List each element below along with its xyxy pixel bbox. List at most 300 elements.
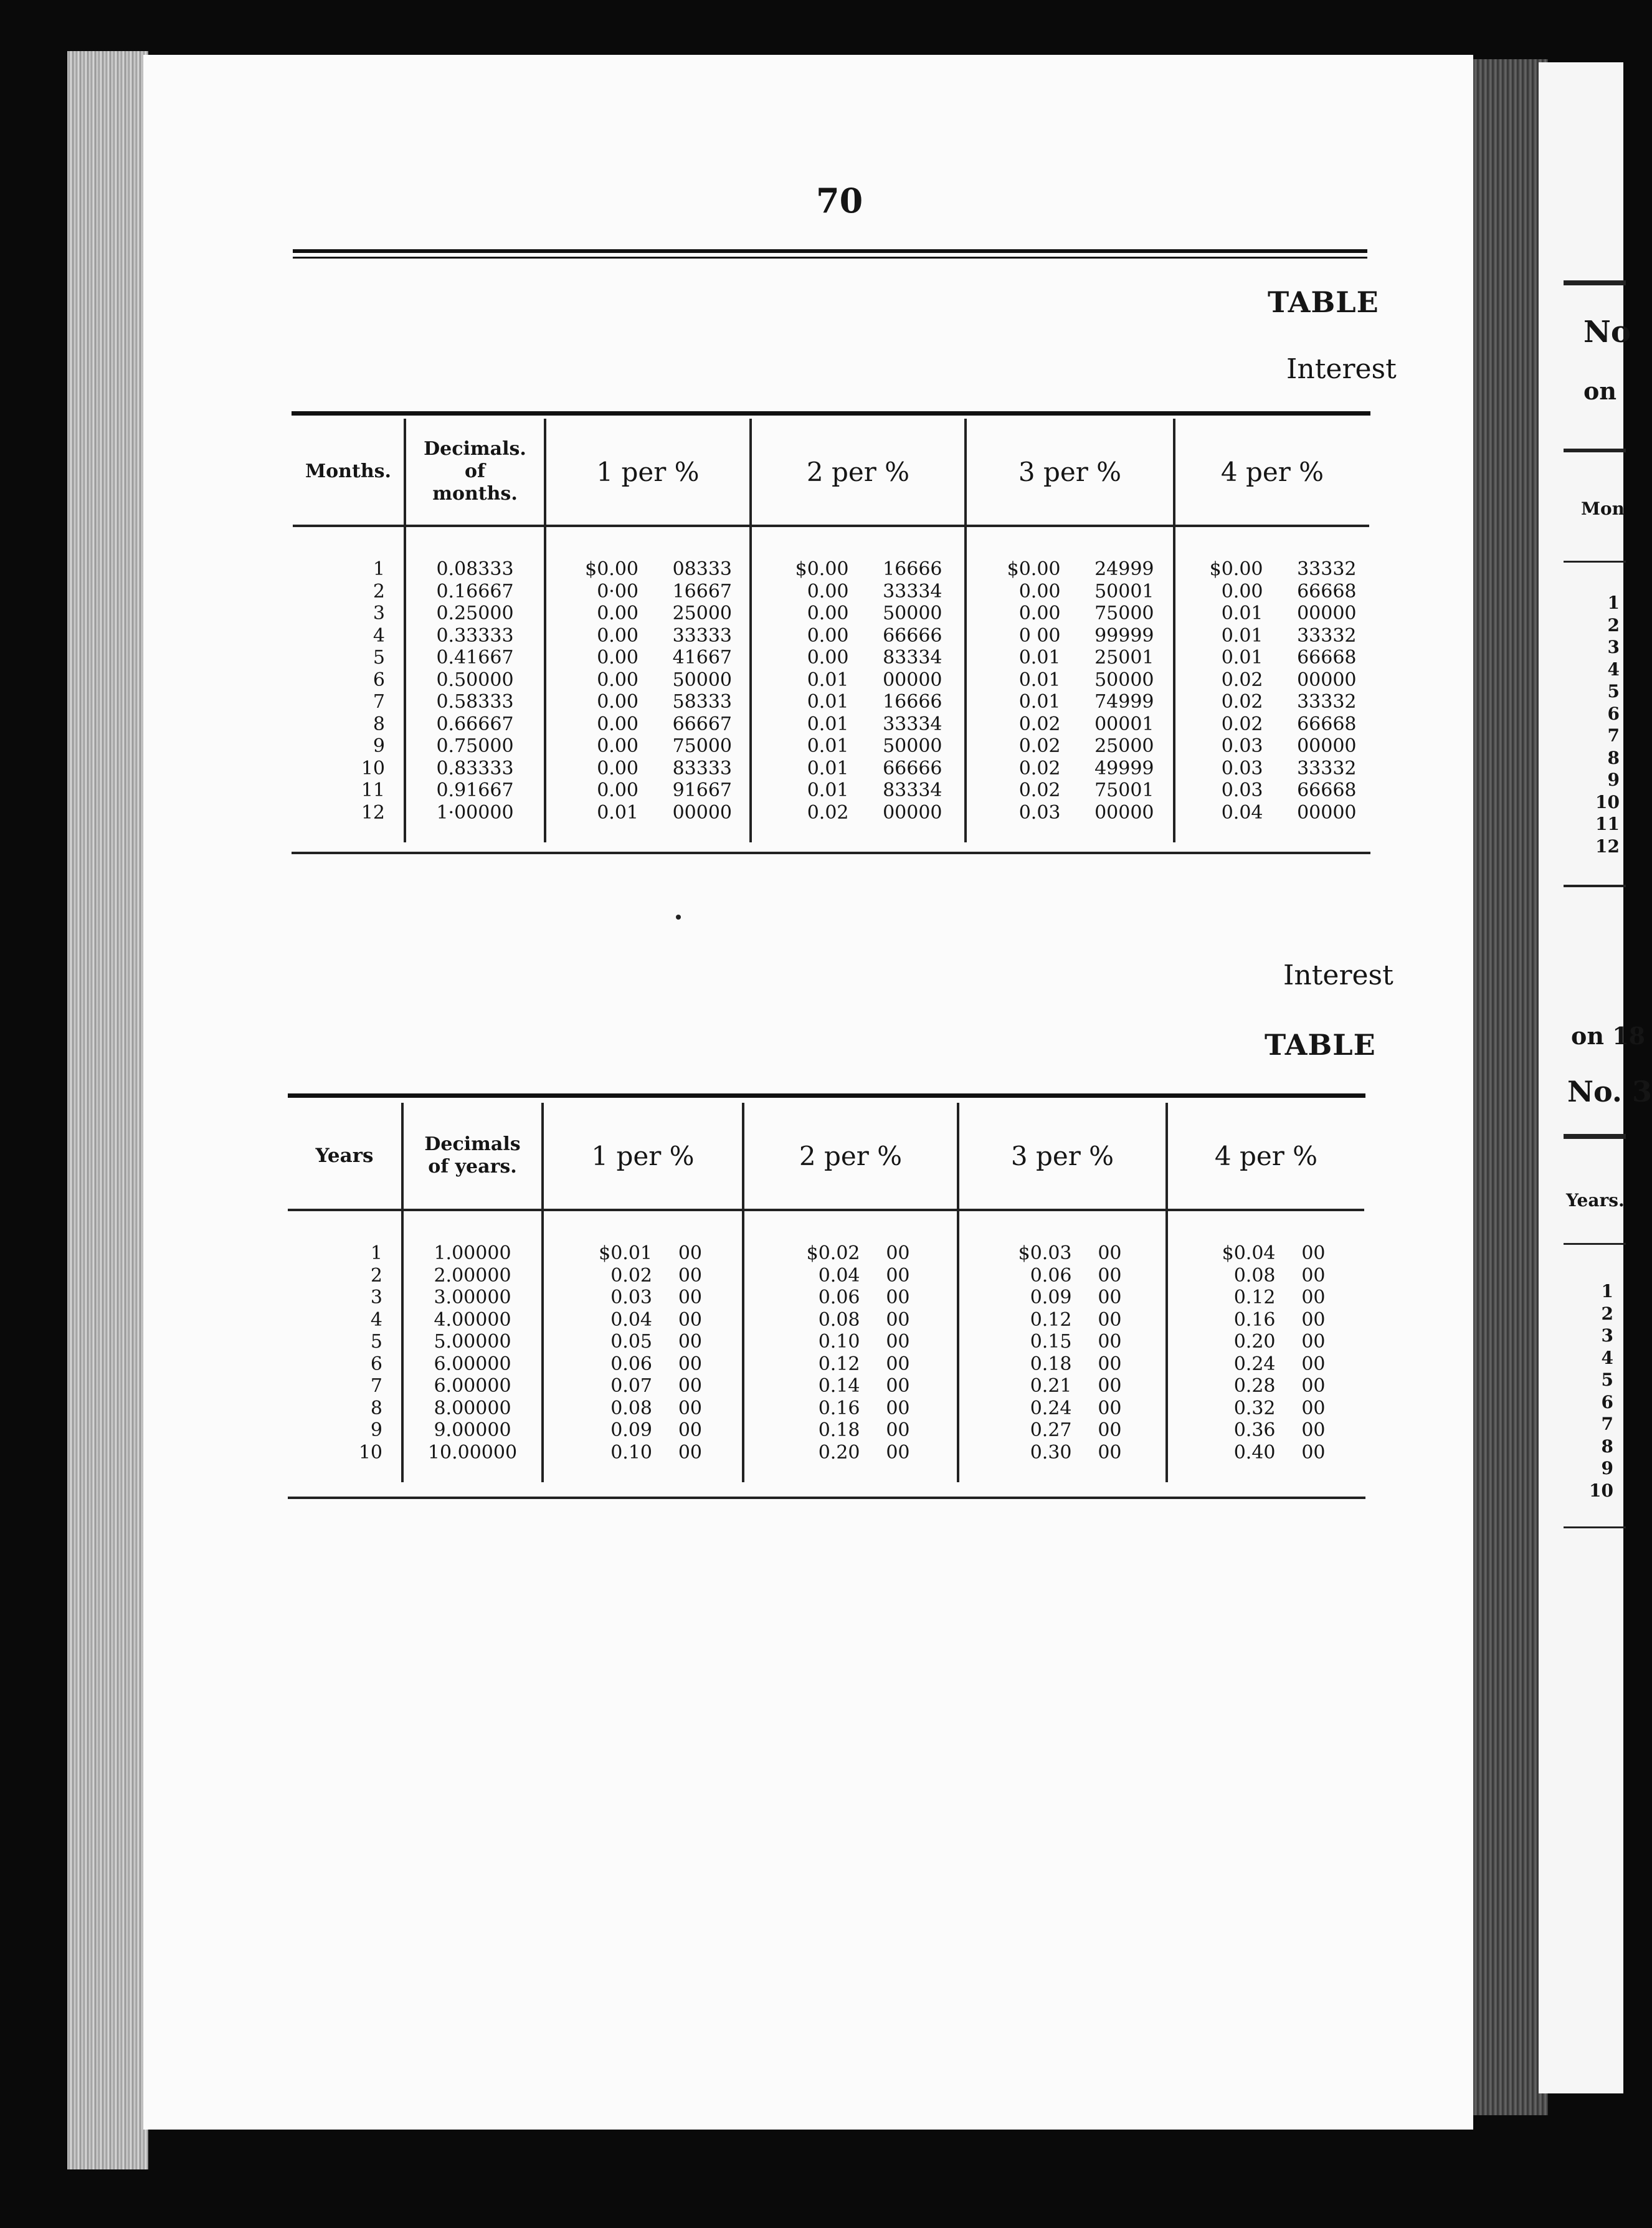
amount-cell <box>960 1353 1165 1376</box>
decimal-cell: 2.00000 <box>434 1264 511 1287</box>
amount-cell <box>544 1309 741 1331</box>
fraction-part: 83333 <box>672 757 732 779</box>
fraction-part: 83334 <box>883 647 942 669</box>
amount-cell <box>547 602 749 625</box>
facing-rule <box>1564 280 1626 285</box>
facing-top-rows <box>1595 592 1620 857</box>
fraction-part: 25001 <box>1094 647 1154 669</box>
facing-row-number: 10 <box>1595 791 1620 812</box>
dollar-part: 0.00 <box>1018 580 1061 602</box>
decimal-cell: 1.00000 <box>434 1242 511 1264</box>
dollar-part: $0.01 <box>599 1242 652 1264</box>
fraction-part: 75001 <box>1094 779 1154 801</box>
dollar-part: 0.04 <box>818 1264 860 1287</box>
decimals-column <box>402 1210 543 1482</box>
dollar-part: 0.01 <box>807 735 849 757</box>
fraction-part: 00 <box>678 1331 702 1353</box>
amount-cell <box>967 625 1172 647</box>
rate-3-column <box>966 526 1174 842</box>
fraction-part: 58333 <box>672 691 732 713</box>
top-rule <box>293 249 1367 253</box>
facing-top-col: Mon <box>1581 498 1625 519</box>
dollar-part: 0.24 <box>1233 1353 1276 1375</box>
amount-cell <box>1176 669 1369 692</box>
dollar-part: 0.01 <box>1221 624 1263 647</box>
fraction-part: 50000 <box>1094 669 1154 691</box>
decimal-cell: 0.16667 <box>436 580 514 602</box>
dollar-part: 0.00 <box>807 602 849 624</box>
facing-row-number: 8 <box>1601 1435 1613 1457</box>
fraction-part: 00 <box>886 1419 910 1441</box>
row-index-cell: 1 <box>370 1242 382 1264</box>
dollar-part: 0.00 <box>597 735 638 757</box>
amount-cell <box>745 1442 956 1464</box>
row-index-cell: 7 <box>370 1375 382 1397</box>
rate-1-column <box>543 1210 743 1482</box>
dollar-part: 0 00 <box>1018 624 1061 647</box>
facing-row-number: 5 <box>1607 681 1620 702</box>
col-header-3-percent: 3 per % <box>966 419 1174 526</box>
dollar-part: 0.02 <box>1018 757 1061 779</box>
dollar-part: $0.03 <box>1018 1242 1072 1264</box>
dollar-part: 0.01 <box>1221 647 1263 669</box>
dollar-part: 0.01 <box>807 669 849 691</box>
row-index-cell: 12 <box>361 801 385 824</box>
amount-cell <box>1176 581 1369 603</box>
fraction-part: 49999 <box>1094 757 1154 779</box>
col-header-1-percent: 1 per % <box>545 419 751 526</box>
dollar-part: 0.10 <box>610 1441 652 1464</box>
fraction-part: 00 <box>1098 1242 1122 1264</box>
dollar-part: 0.03 <box>610 1287 652 1308</box>
fraction-part: 66666 <box>883 757 942 779</box>
row-index-cell: 2 <box>370 1264 382 1287</box>
fraction-part: 00000 <box>1094 801 1154 824</box>
fraction-part: 00000 <box>1297 801 1357 824</box>
dollar-part: 0.16 <box>818 1397 860 1419</box>
facing-row-number: 7 <box>1607 725 1620 746</box>
amount-cell <box>967 647 1172 669</box>
fraction-part: 33333 <box>672 624 732 647</box>
amount-cell <box>544 1419 741 1442</box>
dollar-part: 0.00 <box>1221 580 1263 602</box>
dollar-part: 0.00 <box>807 624 849 647</box>
dollar-part: 0.07 <box>610 1375 652 1397</box>
dollar-part: 0.01 <box>1018 691 1061 713</box>
amount-cell <box>1176 647 1369 669</box>
row-index-cell: 3 <box>370 1287 382 1308</box>
fraction-part: 33334 <box>883 580 942 602</box>
facing-page <box>1539 62 1652 2093</box>
dollar-part: 0.02 <box>1221 669 1263 691</box>
decimal-cell: 0.41667 <box>436 647 514 669</box>
book-binding <box>67 51 148 2169</box>
dollar-part: 0.00 <box>597 779 638 801</box>
rate-2-column <box>751 526 966 842</box>
dollar-part: 0.18 <box>818 1419 860 1441</box>
fraction-part: 50000 <box>883 602 942 624</box>
page-number: 70 <box>816 181 863 221</box>
decimal-cell: 0.75000 <box>436 735 514 757</box>
dollar-part: 0.03 <box>1018 801 1061 824</box>
facing-row-number: 9 <box>1601 1458 1613 1478</box>
amount-cell <box>752 669 964 692</box>
facing-row-number: 4 <box>1607 659 1620 680</box>
dollar-part: 0.08 <box>610 1397 652 1419</box>
facing-top-sub: on <box>1583 377 1616 405</box>
dollar-part: 0.06 <box>610 1353 652 1375</box>
dollar-part: 0.04 <box>1221 801 1263 824</box>
facing-row-number: 11 <box>1595 814 1620 834</box>
amount-cell <box>544 1397 741 1420</box>
facing-row-number: 4 <box>1601 1347 1613 1368</box>
dollar-part: 0.03 <box>1221 757 1263 779</box>
amount-cell <box>1176 691 1369 713</box>
decimal-cell: 4.00000 <box>434 1308 511 1331</box>
fraction-part: 33332 <box>1297 691 1357 713</box>
row-index-cell: 4 <box>370 1308 382 1331</box>
dollar-part: 0.01 <box>807 691 849 713</box>
col-header-years: Years <box>288 1103 402 1210</box>
decimal-cell: 6.00000 <box>434 1353 511 1375</box>
fraction-part: 00000 <box>1297 735 1357 757</box>
table2-years <box>288 1103 1364 1482</box>
facing-row-number: 2 <box>1601 1303 1613 1324</box>
fraction-part: 00000 <box>883 801 942 824</box>
row-index-cell: 8 <box>370 1397 382 1419</box>
dollar-part: 0.08 <box>1233 1264 1276 1287</box>
amount-cell <box>547 669 749 692</box>
amount-cell <box>544 1442 741 1464</box>
dollar-part: 0.12 <box>1233 1287 1276 1308</box>
fraction-part: 33332 <box>1297 558 1357 580</box>
dollar-part: 0.01 <box>597 801 638 824</box>
dollar-part: 0.02 <box>807 801 849 824</box>
facing-row-number: 10 <box>1589 1480 1613 1501</box>
decimal-cell: 0.91667 <box>436 779 514 801</box>
row-index-cell: 2 <box>373 580 385 602</box>
amount-cell <box>745 1375 956 1397</box>
amount-cell <box>1169 1309 1364 1331</box>
fraction-part: 66668 <box>1297 647 1357 669</box>
dollar-part: $0.02 <box>806 1242 860 1264</box>
fraction-part: 66667 <box>672 713 732 735</box>
amount-cell <box>1176 558 1369 581</box>
dollar-part: 0.00 <box>1018 602 1061 624</box>
amount-cell <box>544 1287 741 1309</box>
amount-cell <box>1169 1442 1364 1464</box>
amount-cell <box>745 1331 956 1353</box>
amount-cell <box>967 581 1172 603</box>
fraction-part: 00 <box>678 1308 702 1331</box>
row-index-cell: 3 <box>373 602 385 624</box>
amount-cell <box>967 779 1172 802</box>
dollar-part: $0.00 <box>795 558 849 580</box>
amount-cell <box>1169 1419 1364 1442</box>
dollar-part: 0.06 <box>1030 1264 1072 1287</box>
dollar-part: 0.18 <box>1030 1353 1072 1375</box>
amount-cell <box>960 1375 1165 1397</box>
fraction-part: 00 <box>886 1308 910 1331</box>
rate-2-column <box>743 1210 958 1482</box>
amount-cell <box>547 735 749 758</box>
dollar-part: 0.01 <box>807 757 849 779</box>
col-header-decimals: Decimals of years. <box>402 1103 543 1210</box>
amount-cell <box>544 1242 741 1265</box>
amount-cell <box>752 625 964 647</box>
table1-months <box>293 419 1369 842</box>
dollar-part: 0.02 <box>1221 713 1263 735</box>
dollar-part: 0.05 <box>610 1331 652 1353</box>
rate-4-column <box>1174 526 1369 842</box>
fraction-part: 00001 <box>1094 713 1154 735</box>
col-header-4-percent: 4 per % <box>1174 419 1369 526</box>
fraction-part: 00 <box>678 1375 702 1397</box>
dollar-part: 0.00 <box>597 757 638 779</box>
dollar-part: 0.24 <box>1030 1397 1072 1419</box>
facing-row-number: 1 <box>1601 1281 1613 1302</box>
fraction-part: 75000 <box>672 735 732 757</box>
fraction-part: 00 <box>1098 1264 1122 1287</box>
dollar-part: 0.36 <box>1233 1419 1276 1441</box>
table1-title: TABLE <box>1268 285 1379 319</box>
facing-row-number: 3 <box>1607 637 1620 657</box>
amount-cell <box>1169 1375 1364 1397</box>
amount-cell <box>960 1242 1165 1265</box>
facing-rule <box>1564 885 1626 887</box>
table1-subtitle: Interest <box>1286 353 1397 385</box>
row-index-cell: 1 <box>373 558 385 580</box>
facing-row-number: 2 <box>1607 614 1620 636</box>
dollar-part: $0.00 <box>1209 558 1263 580</box>
amount-cell <box>1169 1353 1364 1376</box>
amount-cell <box>960 1331 1165 1353</box>
fraction-part: 00 <box>678 1287 702 1308</box>
fraction-part: 25000 <box>1094 735 1154 757</box>
facing-bottom-label: No. 3 <box>1567 1075 1652 1108</box>
row-index-cell: 9 <box>373 735 385 757</box>
amount-cell <box>745 1397 956 1420</box>
row-index-cell: 4 <box>373 624 385 647</box>
fraction-part: 00000 <box>1297 669 1357 691</box>
row-index-cell: 6 <box>370 1353 382 1375</box>
amount-cell <box>544 1353 741 1376</box>
facing-bottom-col: Years. <box>1566 1190 1625 1211</box>
dollar-part: 0.16 <box>1233 1308 1276 1331</box>
fraction-part: 66668 <box>1297 779 1357 801</box>
amount-cell <box>745 1419 956 1442</box>
dollar-part: 0.27 <box>1030 1419 1072 1441</box>
fraction-part: 66666 <box>883 624 942 647</box>
facing-row-number: 6 <box>1601 1391 1613 1412</box>
dollar-part: 0.02 <box>1018 779 1061 801</box>
amount-cell <box>547 713 749 736</box>
facing-row-number: 12 <box>1595 836 1620 857</box>
amount-cell <box>752 802 964 824</box>
fraction-part: 00 <box>678 1419 702 1441</box>
fraction-part: 00 <box>886 1375 910 1397</box>
fraction-part: 00 <box>886 1353 910 1375</box>
fraction-part: 00 <box>886 1242 910 1264</box>
fraction-part: 00 <box>886 1331 910 1353</box>
fraction-part: 25000 <box>672 602 732 624</box>
amount-cell <box>752 779 964 802</box>
fraction-part: 00 <box>1098 1331 1122 1353</box>
dollar-part: 0.00 <box>597 647 638 669</box>
amount-cell <box>752 713 964 736</box>
fraction-part: 75000 <box>1094 602 1154 624</box>
amount-cell <box>1176 713 1369 736</box>
fraction-part: 00 <box>1301 1419 1326 1441</box>
page-gutter <box>1473 59 1548 2115</box>
amount-cell <box>544 1265 741 1287</box>
decimal-cell: 0.66667 <box>436 713 514 735</box>
fraction-part: 00 <box>678 1264 702 1287</box>
row-index-cell: 5 <box>373 647 385 669</box>
years-column <box>288 1210 402 1482</box>
fraction-part: 24999 <box>1094 558 1154 580</box>
fraction-part: 00 <box>886 1264 910 1287</box>
decimal-cell: 0.08333 <box>436 558 514 580</box>
dollar-part: 0.02 <box>1018 735 1061 757</box>
amount-cell <box>745 1353 956 1376</box>
facing-row-number: 7 <box>1601 1414 1613 1434</box>
facing-rule <box>1564 449 1626 452</box>
decimal-cell: 5.00000 <box>434 1331 511 1353</box>
amount-cell <box>547 779 749 802</box>
amount-cell <box>752 647 964 669</box>
facing-row-number: 3 <box>1601 1325 1613 1346</box>
dollar-part: 0.40 <box>1233 1441 1276 1464</box>
col-header-1-percent: 1 per % <box>543 1103 743 1210</box>
fraction-part: 00 <box>1301 1331 1326 1353</box>
fraction-part: 00 <box>1301 1375 1326 1397</box>
dollar-part: 0.01 <box>807 779 849 801</box>
fraction-part: 33332 <box>1297 757 1357 779</box>
facing-rule <box>1564 1243 1626 1245</box>
amount-cell <box>960 1265 1165 1287</box>
top-rule-thin <box>293 257 1367 259</box>
row-index-cell: 11 <box>361 779 385 801</box>
amount-cell <box>1169 1331 1364 1353</box>
fraction-part: 00 <box>1098 1419 1122 1441</box>
dollar-part: 0.01 <box>1018 669 1061 691</box>
dollar-part: 0.28 <box>1233 1375 1276 1397</box>
amount-cell <box>960 1287 1165 1309</box>
fraction-part: 83334 <box>883 779 942 801</box>
page <box>143 55 1473 2130</box>
decimal-cell: 0.25000 <box>436 602 514 624</box>
amount-cell <box>547 802 749 824</box>
fraction-part: 00 <box>1301 1287 1326 1308</box>
fraction-part: 74999 <box>1094 691 1154 713</box>
amount-cell <box>1176 625 1369 647</box>
amount-cell <box>1176 779 1369 802</box>
amount-cell <box>752 758 964 780</box>
amount-cell <box>745 1287 956 1309</box>
fraction-part: 00 <box>886 1287 910 1308</box>
dollar-part: 0.32 <box>1233 1397 1276 1419</box>
facing-row-number: 8 <box>1607 747 1620 768</box>
dollar-part: 0·00 <box>597 580 638 602</box>
fraction-part: 33334 <box>883 713 942 735</box>
decimal-cell: 3.00000 <box>434 1287 511 1308</box>
decimal-cell: 0.58333 <box>436 691 514 713</box>
table2-subtitle: Interest <box>1283 959 1393 991</box>
amount-cell <box>960 1309 1165 1331</box>
dollar-part: 0.30 <box>1030 1441 1072 1464</box>
fraction-part: 16666 <box>883 558 942 580</box>
col-header-2-percent: 2 per % <box>751 419 966 526</box>
fraction-part: 50000 <box>672 669 732 691</box>
facing-top-label: No <box>1583 315 1631 350</box>
table2-title: TABLE <box>1265 1028 1376 1062</box>
dollar-part: 0.15 <box>1030 1331 1072 1353</box>
amount-cell <box>967 558 1172 581</box>
fraction-part: 91667 <box>672 779 732 801</box>
amount-cell <box>960 1397 1165 1420</box>
months-column <box>293 526 405 842</box>
rate-3-column <box>958 1210 1167 1482</box>
amount-cell <box>745 1309 956 1331</box>
amount-cell <box>1169 1265 1364 1287</box>
decimal-cell: 6.00000 <box>434 1375 511 1397</box>
fraction-part: 16667 <box>672 580 732 602</box>
amount-cell <box>967 691 1172 713</box>
row-index-cell: 9 <box>370 1419 382 1441</box>
facing-rule <box>1564 1134 1626 1139</box>
amount-cell <box>544 1331 741 1353</box>
amount-cell <box>745 1265 956 1287</box>
amount-cell <box>752 691 964 713</box>
amount-cell <box>547 558 749 581</box>
amount-cell <box>967 713 1172 736</box>
rate-1-column <box>545 526 751 842</box>
fraction-part: 00 <box>1301 1242 1326 1264</box>
amount-cell <box>547 758 749 780</box>
dollar-part: 0.03 <box>1221 735 1263 757</box>
row-index-cell: 6 <box>373 669 385 691</box>
facing-row-number: 9 <box>1607 769 1620 790</box>
fraction-part: 00 <box>1301 1397 1326 1419</box>
decimal-cell: 0.83333 <box>436 757 514 779</box>
dollar-part: 0.00 <box>597 691 638 713</box>
fraction-part: 00 <box>1098 1375 1122 1397</box>
dollar-part: 0.00 <box>807 647 849 669</box>
amount-cell <box>752 581 964 603</box>
amount-cell <box>960 1419 1165 1442</box>
fraction-part: 00 <box>1301 1353 1326 1375</box>
decimal-cell: 10.00000 <box>427 1441 518 1464</box>
col-header-3-percent: 3 per % <box>958 1103 1167 1210</box>
decimal-cell: 9.00000 <box>434 1419 511 1441</box>
dollar-part: 0.12 <box>1030 1308 1072 1331</box>
fraction-part: 66668 <box>1297 580 1357 602</box>
dollar-part: 0.01 <box>1221 602 1263 624</box>
decimal-cell: 1·00000 <box>436 801 514 824</box>
fraction-part: 00000 <box>672 801 732 824</box>
row-index-cell: 10 <box>361 757 385 779</box>
dollar-part: 0.09 <box>1030 1287 1072 1308</box>
dollar-part: 0.04 <box>610 1308 652 1331</box>
fraction-part: 00 <box>678 1441 702 1464</box>
facing-row-number: 6 <box>1607 703 1620 724</box>
facing-rule <box>1564 1526 1626 1528</box>
dollar-part: 0.00 <box>597 624 638 647</box>
fraction-part: 00 <box>1098 1287 1122 1308</box>
row-index-cell: 5 <box>370 1331 382 1353</box>
fraction-part: 00000 <box>883 669 942 691</box>
